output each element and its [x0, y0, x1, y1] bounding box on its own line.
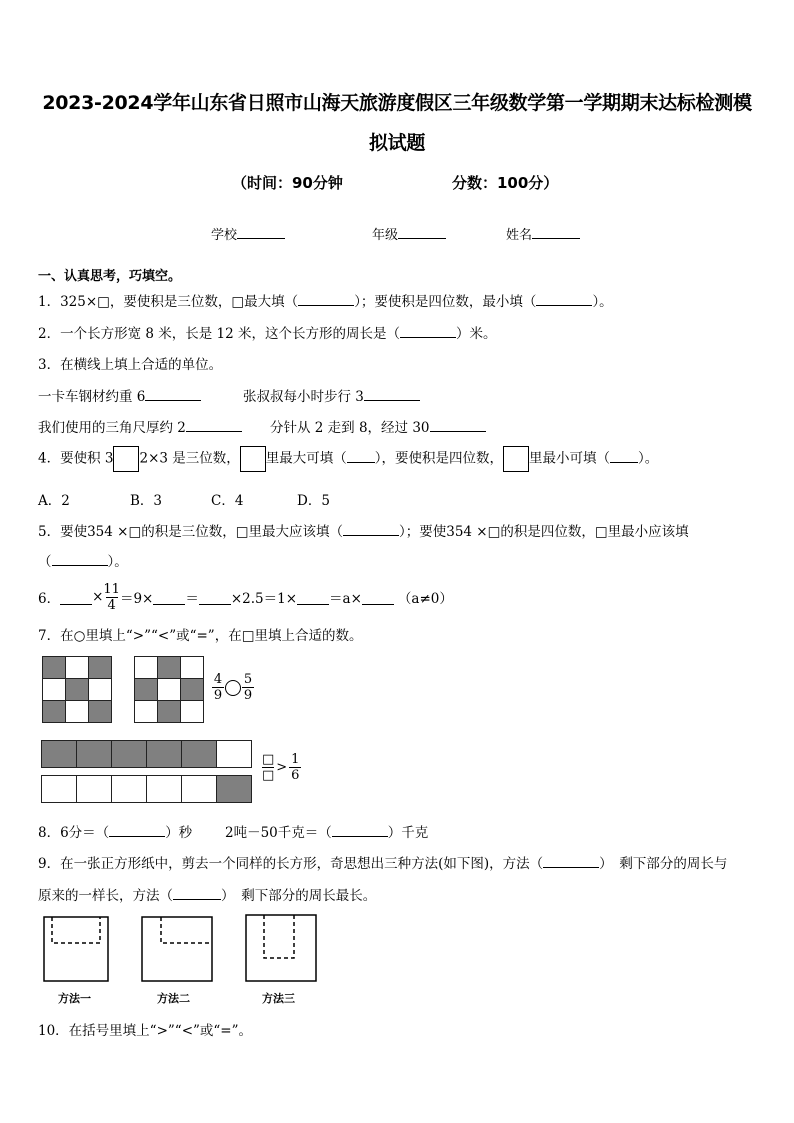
q3-item-2	[243, 385, 420, 405]
q3-blank-2[interactable]	[364, 386, 420, 401]
question-5-line-2	[38, 550, 128, 570]
title-line-1: 2023-2024学年山东省日照市山海天旅游度假区三年级数学第一学期期末达标检测模	[42, 92, 752, 114]
q4-box-3[interactable]	[503, 446, 529, 472]
q6-blank-3[interactable]	[199, 590, 231, 605]
question-8-part-2	[225, 821, 428, 841]
q1-text-c: ）。	[592, 294, 613, 310]
question-2	[38, 322, 497, 342]
section-1-heading: 一、认真思考，巧填空。	[38, 269, 182, 284]
method-1-figure	[44, 917, 108, 981]
q4-text-c: 里最大可填（	[265, 450, 347, 467]
q7-f2-den: 9	[243, 688, 253, 703]
grade-label: 年级	[372, 228, 399, 243]
q7-box-den[interactable]: □	[262, 768, 275, 783]
q6-text-1: ＝9×	[119, 591, 154, 607]
q4-box-2[interactable]	[240, 446, 266, 472]
name-blank[interactable]	[532, 224, 580, 239]
q9-text-d: ） 剩下部分的周长最长。	[221, 888, 377, 904]
q7-fraction-sixth	[289, 752, 301, 783]
time-info: （时间：90分钟	[232, 174, 343, 192]
grade-blank[interactable]	[398, 224, 446, 239]
q3-blank-3[interactable]	[186, 417, 242, 432]
q6-text-3: ×2.5＝1×	[230, 591, 298, 607]
q8-text-b: ）秒	[165, 825, 193, 841]
q6-text-2: ＝	[185, 591, 199, 607]
school-blank[interactable]	[237, 224, 285, 239]
method-3-figure	[246, 915, 316, 981]
school-label: 学校	[211, 228, 238, 243]
q4-text-b: 2×3 是三位数，	[139, 450, 240, 467]
q9-text-a: 9．在一张正方形纸中，剪去一个同样的长方形，奇思想出三种方法(如下图)，方法（	[38, 856, 544, 872]
q3-text-1: 一卡车钢材约重 6	[38, 389, 146, 405]
q7-comparison-2	[262, 752, 301, 783]
q7-grid-right	[134, 656, 204, 723]
q7-bar-bottom	[41, 775, 252, 803]
q4-blank-1[interactable]	[347, 448, 375, 463]
q7-fraction-left	[212, 672, 224, 703]
q1-text-b: ）；要使积是四位数，最小填（	[354, 294, 537, 310]
q7-greater-sign: >	[276, 760, 288, 775]
q5-text-c: （	[38, 554, 52, 570]
q2-text-b: ）米。	[456, 326, 497, 342]
q7-box-fraction[interactable]	[262, 752, 274, 783]
school-field	[211, 224, 285, 243]
q3-blank-1[interactable]	[145, 386, 201, 401]
q7-f1-den: 9	[213, 688, 223, 703]
q6-prefix: 6．	[38, 591, 61, 607]
q4-box-1[interactable]	[113, 446, 139, 472]
q3-item-3	[38, 416, 242, 436]
method-1-caption: 方法一	[58, 992, 91, 1005]
q3-text-4: 分针从 2 走到 8，经过 30	[270, 420, 430, 436]
q6-fraction-num: 11	[103, 581, 120, 597]
score-info: 分数：100分）	[452, 174, 559, 192]
q9-blank-1[interactable]	[543, 853, 599, 868]
question-4	[38, 446, 658, 472]
q9-figures	[40, 912, 340, 992]
q8-text-d: ）千克	[387, 825, 429, 841]
q7-f3-num: 1	[291, 752, 300, 767]
q5-blank-1[interactable]	[343, 521, 399, 536]
q1-text-a: 1．325×□，要使积是三位数，□最大填（	[38, 294, 299, 310]
question-8-part-1	[38, 821, 192, 841]
question-7: 7．在○里填上“>”“<”或“=”，在□里填上合适的数。	[38, 628, 363, 644]
q6-fraction-den: 4	[107, 597, 116, 613]
q4-blank-2[interactable]	[610, 448, 638, 463]
q6-blank-5[interactable]	[362, 590, 394, 605]
q4-text-d: ），要使积是四位数，	[374, 450, 504, 467]
q4-option-a[interactable]: A．2	[38, 493, 70, 509]
q6-blank-4[interactable]	[297, 590, 329, 605]
q5-text-d: ）。	[107, 554, 128, 570]
q8-text-a: 8．6分＝（	[38, 825, 110, 841]
q1-blank-1[interactable]	[298, 291, 354, 306]
q6-blank-2[interactable]	[153, 590, 185, 605]
q3-text-3: 我们使用的三角尺厚约 2	[38, 420, 186, 436]
q5-text-b: ）；要使354 ×□的积是四位数，□里最小应该填	[398, 524, 689, 540]
grade-field	[372, 224, 446, 243]
q2-blank[interactable]	[400, 323, 456, 338]
q5-text-a: 5．要使354 ×□的积是三位数，□里最大应该填（	[38, 524, 343, 540]
q7-box-num[interactable]: □	[262, 752, 275, 767]
q7-circle-blank[interactable]	[225, 680, 241, 696]
q7-f2-num: 5	[243, 672, 253, 687]
name-label: 姓名	[506, 228, 533, 243]
q8-blank-2[interactable]	[332, 822, 388, 837]
method-2-figure	[142, 917, 212, 981]
q4-text-a: 4．要使积 3	[38, 450, 114, 467]
question-5-line-1	[38, 520, 689, 540]
q4-option-c[interactable]: C．4	[211, 493, 244, 509]
q6-text-5: （a≠0）	[397, 591, 453, 607]
q3-text-2: 张叔叔每小时步行 3	[243, 389, 364, 405]
method-2-caption: 方法二	[157, 992, 190, 1005]
q6-fraction	[103, 582, 120, 613]
q7-fraction-right	[242, 672, 254, 703]
q1-blank-2[interactable]	[536, 291, 592, 306]
q7-f1-num: 4	[213, 672, 223, 687]
name-field	[506, 224, 580, 243]
question-1	[38, 290, 613, 310]
q7-bar-top	[41, 740, 252, 768]
q3-blank-4[interactable]	[430, 417, 486, 432]
question-6: 6． × $\frac{11}{4}$ ＝9× ＝ ×2.5＝1× ＝a× （a≠0）	[38, 581, 453, 613]
q4-option-b[interactable]: B．3	[130, 493, 163, 509]
q4-text-f: ）。	[638, 450, 659, 467]
q4-text-e: 里最小可填（	[529, 450, 611, 467]
question-10: 10．在括号里填上“>”“<”或“=”。	[38, 1023, 253, 1039]
question-9-line-2	[38, 884, 376, 904]
q9-blank-2[interactable]	[173, 885, 221, 900]
q5-blank-2[interactable]	[52, 551, 108, 566]
q2-text-a: 2．一个长方形宽 8 米，长是 12 米，这个长方形的周长是（	[38, 326, 401, 342]
question-3-intro: 3．在横线上填上合适的单位。	[38, 357, 223, 373]
q7-comparison-1	[212, 672, 254, 703]
q7-grid-left	[42, 656, 112, 723]
title-line-2: 拟试题	[368, 132, 426, 154]
q8-blank-1[interactable]	[109, 822, 165, 837]
q8-text-c: 2吨－50千克＝（	[225, 825, 332, 841]
q3-item-1	[38, 385, 201, 405]
q9-text-c: 原来的一样长，方法（	[38, 888, 173, 904]
q9-text-b: ） 剩下部分的周长与	[599, 856, 728, 872]
method-3-caption: 方法三	[262, 992, 295, 1005]
q6-text-4: ＝a×	[329, 591, 362, 607]
q6-blank-1[interactable]	[60, 590, 92, 605]
q4-option-d[interactable]: D．5	[297, 493, 330, 509]
q7-f3-den: 6	[291, 768, 300, 783]
question-9-line-1	[38, 852, 727, 872]
q3-item-4	[270, 416, 486, 436]
